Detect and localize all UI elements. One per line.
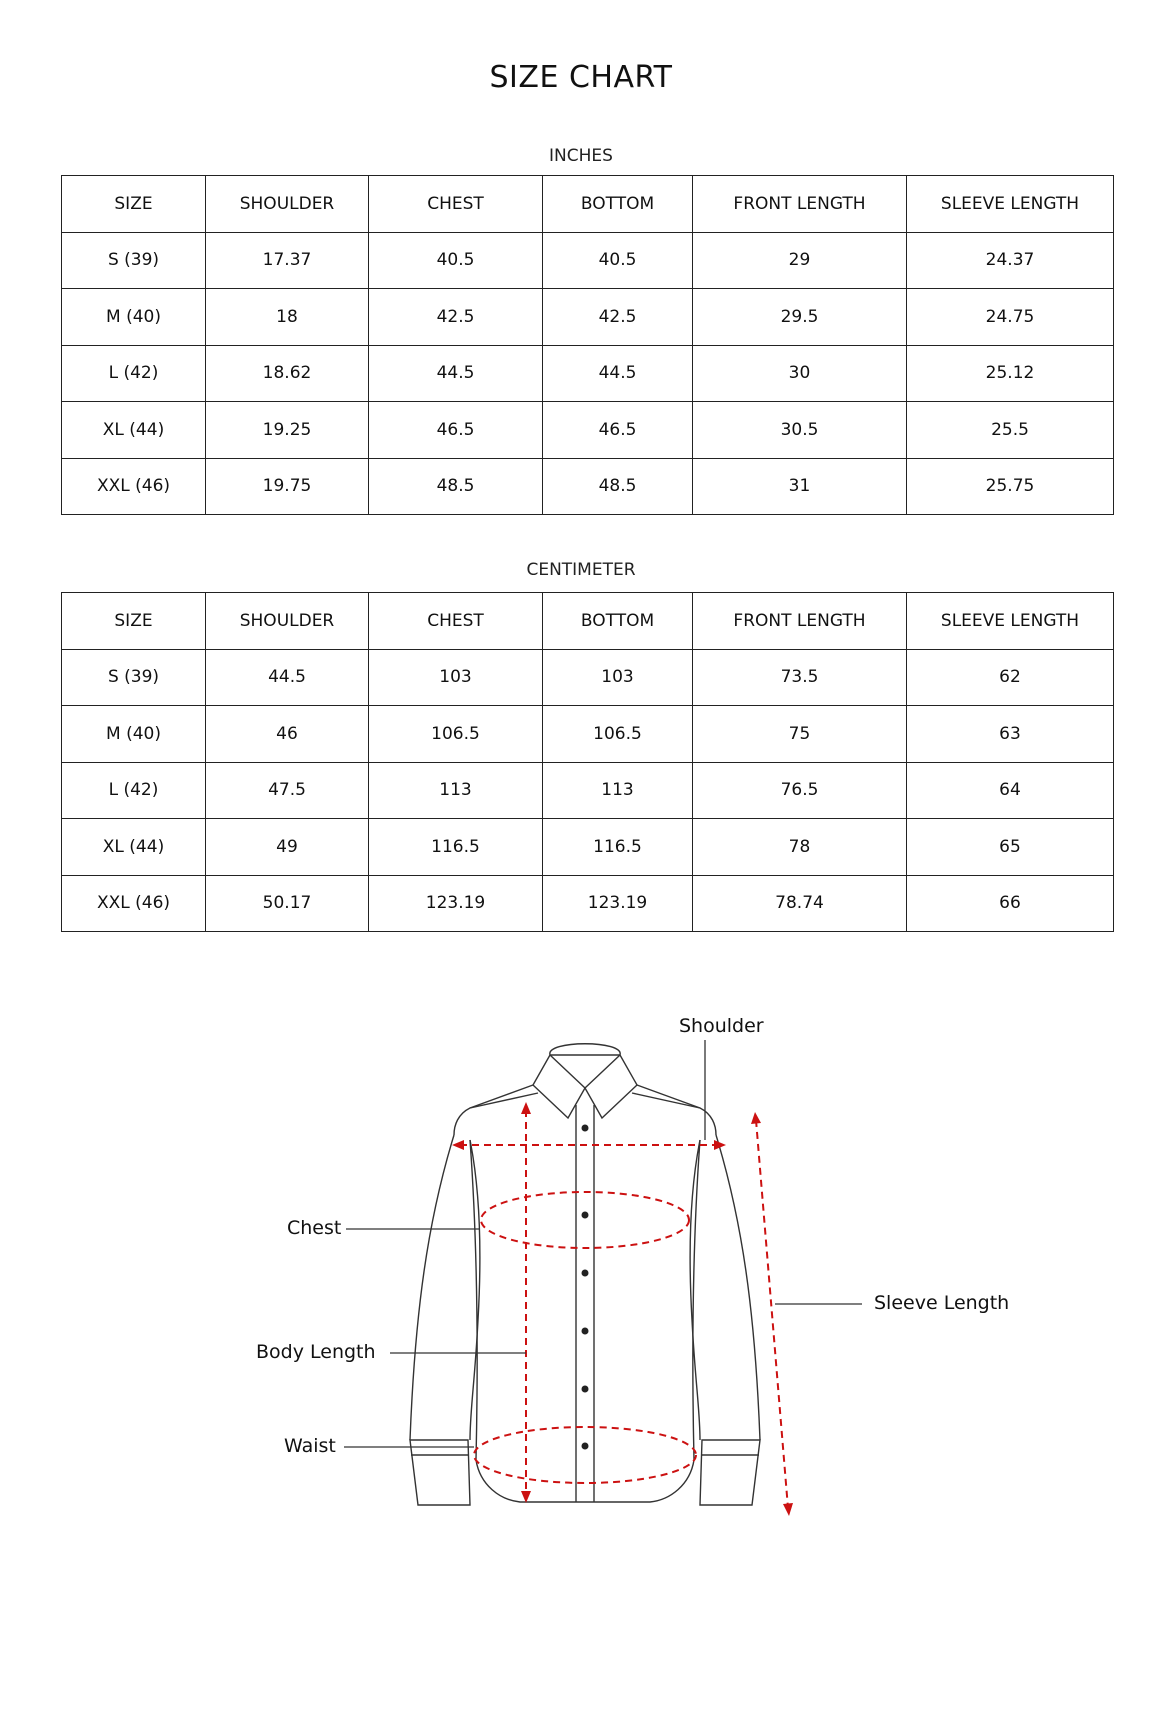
measurement-cell: 62 [907, 649, 1114, 706]
measurement-cell: 30.5 [693, 402, 907, 459]
measurement-cell: 17.37 [206, 232, 369, 289]
body-length-label: Body Length [256, 1341, 376, 1363]
measurement-cell: 75 [693, 706, 907, 763]
measurement-cell: 24.75 [907, 289, 1114, 346]
column-header: SLEEVE LENGTH [907, 176, 1114, 233]
left-sleeve-inner [470, 1140, 480, 1440]
shirt-measurement-diagram [0, 990, 1162, 1550]
measurement-cell: 30 [693, 345, 907, 402]
measurement-cell: 29 [693, 232, 907, 289]
column-header: CHEST [369, 593, 543, 650]
collar-right [585, 1055, 637, 1118]
column-header: SLEEVE LENGTH [907, 593, 1114, 650]
centimeter-section-label: CENTIMETER [526, 560, 636, 580]
button [582, 1125, 589, 1132]
measure-arrowheads [452, 1102, 793, 1516]
table-row [62, 232, 1114, 289]
measurement-cell: 44.5 [543, 345, 693, 402]
inches-table [61, 175, 1114, 515]
left-sleeve-outer [410, 1135, 454, 1440]
table-row [62, 762, 1114, 819]
measurement-cell: 40.5 [369, 232, 543, 289]
collar-band [550, 1044, 620, 1055]
table-row [62, 649, 1114, 706]
size-cell: L (42) [62, 762, 206, 819]
measurement-cell: 18 [206, 289, 369, 346]
button [582, 1443, 589, 1450]
header-row [62, 593, 1114, 650]
page-title: SIZE CHART [489, 60, 673, 95]
shirt-illustration [0, 990, 1162, 1550]
shoulder-left-seam [454, 1085, 533, 1135]
right-sleeve-inner [690, 1140, 700, 1440]
shoulder-label: Shoulder [679, 1015, 764, 1037]
column-header: BOTTOM [543, 593, 693, 650]
column-header: CHEST [369, 176, 543, 233]
measurement-cell: 44.5 [369, 345, 543, 402]
column-header: SIZE [62, 593, 206, 650]
measurement-cell: 19.75 [206, 458, 369, 515]
shoulder-right-seam [637, 1085, 716, 1135]
measurement-cell: 65 [907, 819, 1114, 876]
measurement-cell: 42.5 [369, 289, 543, 346]
measurement-cell: 46.5 [543, 402, 693, 459]
measurement-cell: 19.25 [206, 402, 369, 459]
measurement-cell: 123.19 [543, 875, 693, 932]
column-header: FRONT LENGTH [693, 593, 907, 650]
measurement-cell: 25.5 [907, 402, 1114, 459]
waist-measure-ellipse [474, 1427, 696, 1483]
measurement-cell: 116.5 [543, 819, 693, 876]
button [582, 1270, 589, 1277]
button [582, 1386, 589, 1393]
inches-section-label: INCHES [549, 146, 613, 166]
size-cell: S (39) [62, 232, 206, 289]
chest-label: Chest [287, 1217, 342, 1239]
waist-label: Waist [284, 1435, 336, 1457]
measurement-cell: 50.17 [206, 875, 369, 932]
table-row [62, 289, 1114, 346]
button [582, 1328, 589, 1335]
measurement-cell: 63 [907, 706, 1114, 763]
measurement-cell: 78.74 [693, 875, 907, 932]
table-row [62, 345, 1114, 402]
size-cell: XXL (46) [62, 875, 206, 932]
measurement-cell: 113 [369, 762, 543, 819]
measurement-cell: 113 [543, 762, 693, 819]
measurement-cell: 49 [206, 819, 369, 876]
measurement-cell: 64 [907, 762, 1114, 819]
measurement-cell: 18.62 [206, 345, 369, 402]
size-cell: XL (44) [62, 819, 206, 876]
size-cell: M (40) [62, 289, 206, 346]
table-row [62, 706, 1114, 763]
sleeve-length-label: Sleeve Length [874, 1292, 1010, 1314]
right-cuff [700, 1440, 760, 1505]
measurement-cell: 48.5 [543, 458, 693, 515]
measurement-cell: 73.5 [693, 649, 907, 706]
buttons [582, 1125, 589, 1450]
right-sleeve-outer [716, 1135, 760, 1440]
measurement-cell: 42.5 [543, 289, 693, 346]
measurement-cell: 106.5 [369, 706, 543, 763]
measurement-cell: 29.5 [693, 289, 907, 346]
measurement-cell: 25.12 [907, 345, 1114, 402]
measurement-cell: 47.5 [206, 762, 369, 819]
chest-measure-ellipse [481, 1192, 689, 1248]
size-cell: XL (44) [62, 402, 206, 459]
measurement-cell: 46.5 [369, 402, 543, 459]
table-row [62, 819, 1114, 876]
measurement-cell: 25.75 [907, 458, 1114, 515]
sleeve-length-measure-line [756, 1120, 788, 1508]
measurement-cell: 31 [693, 458, 907, 515]
column-header: SHOULDER [206, 176, 369, 233]
measurement-cell: 106.5 [543, 706, 693, 763]
measurement-cell: 103 [369, 649, 543, 706]
measurement-cell: 103 [543, 649, 693, 706]
table-row [62, 402, 1114, 459]
centimeter-table [61, 592, 1114, 932]
measurement-cell: 66 [907, 875, 1114, 932]
size-cell: M (40) [62, 706, 206, 763]
column-header: BOTTOM [543, 176, 693, 233]
measurement-cell: 76.5 [693, 762, 907, 819]
measurement-cell: 40.5 [543, 232, 693, 289]
measurement-cell: 48.5 [369, 458, 543, 515]
measurement-cell: 24.37 [907, 232, 1114, 289]
size-cell: S (39) [62, 649, 206, 706]
measurement-cell: 78 [693, 819, 907, 876]
left-cuff [410, 1440, 470, 1505]
column-header: FRONT LENGTH [693, 176, 907, 233]
column-header: SHOULDER [206, 593, 369, 650]
header-row [62, 176, 1114, 233]
measurement-cell: 123.19 [369, 875, 543, 932]
measurement-cell: 44.5 [206, 649, 369, 706]
button [582, 1212, 589, 1219]
table-row [62, 875, 1114, 932]
measurement-cell: 116.5 [369, 819, 543, 876]
size-cell: XXL (46) [62, 458, 206, 515]
table-row [62, 458, 1114, 515]
column-header: SIZE [62, 176, 206, 233]
measurement-cell: 46 [206, 706, 369, 763]
collar-left [533, 1055, 585, 1118]
size-cell: L (42) [62, 345, 206, 402]
